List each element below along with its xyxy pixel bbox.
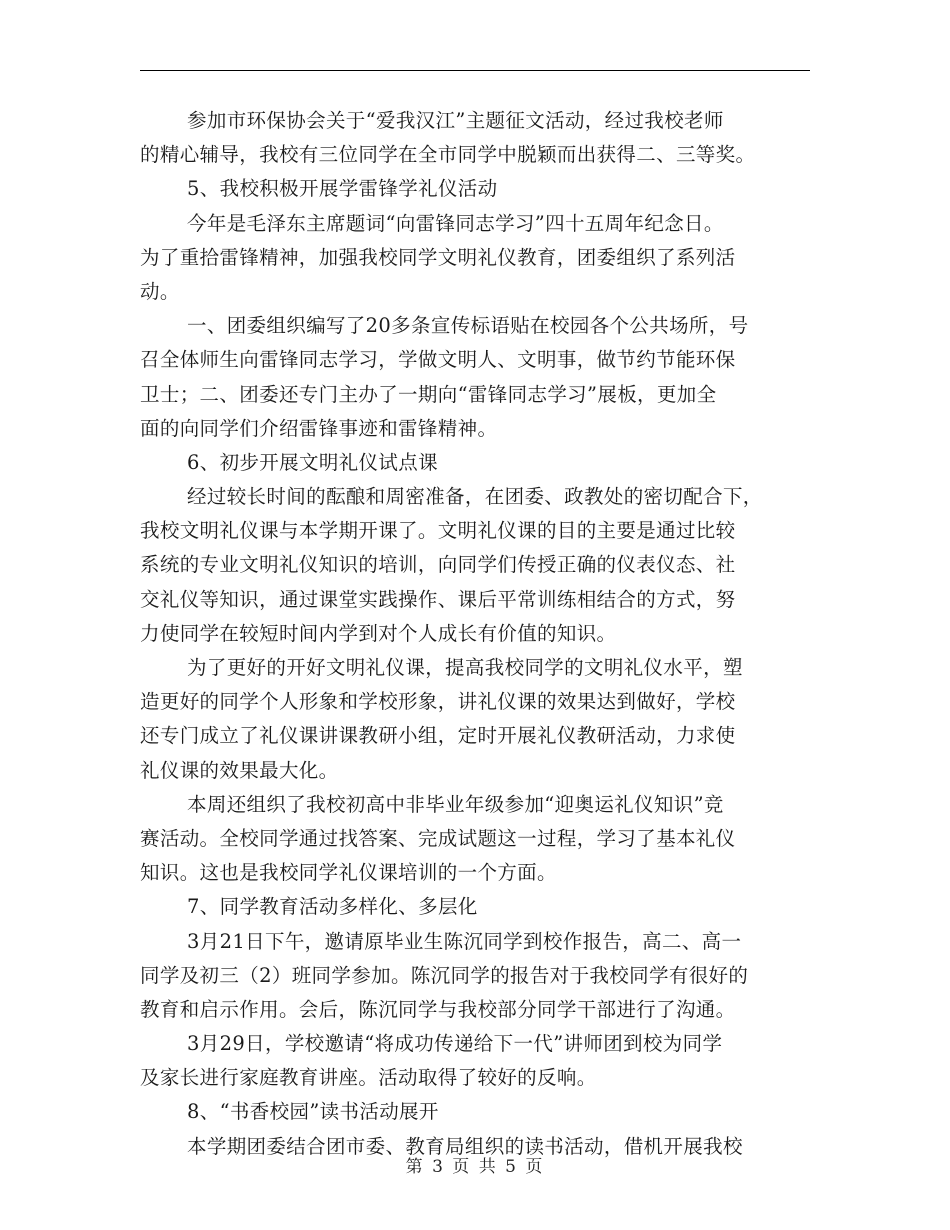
text-line: 知识。这也是我校同学礼仪课培训的一个方面。 — [140, 861, 557, 885]
text-line: 8、“书香校园”读书活动展开 — [187, 1100, 439, 1124]
text-line: 同学及初三（2）班同学参加。陈沉同学的报告对于我校同学有很好的 — [140, 963, 749, 987]
text-line: 交礼仪等知识，通过课堂实践操作、课后平常训练相结合的方式，努 — [140, 587, 736, 611]
text-line: 及家长进行家庭教育讲座。活动取得了较好的反响。 — [140, 1066, 597, 1090]
text-line: 造更好的同学个人形象和学校形象，讲礼仪课的效果达到做好，学校 — [140, 690, 736, 714]
page-footer: 第 3 页 共 5 页 — [405, 1157, 545, 1177]
text-line: 卫士；二、团委还专门主办了一期向“雷锋同志学习”展板，更加全 — [140, 382, 717, 406]
text-line: 动。 — [140, 279, 180, 303]
header-rule — [140, 70, 810, 71]
text-line: 礼仪课的效果最大化。 — [140, 758, 339, 782]
body-text — [140, 104, 812, 1164]
text-line: 3月21日下午，邀请原毕业生陈沉同学到校作报告，高二、高一 — [187, 929, 742, 953]
text-line: 为了重拾雷锋精神，加强我校同学文明礼仪教育，团委组织了系列活 — [140, 245, 736, 269]
text-line: 的精心辅导，我校有三位同学在全市同学中脱颖而出获得二、三等奖。 — [140, 143, 756, 167]
text-line: 为了更好的开好文明礼仪课，提高我校同学的文明礼仪水平，塑 — [187, 656, 743, 679]
text-line: 力使同学在较短时间内学到对个人成长有价值的知识。 — [140, 621, 617, 645]
text-line: 赛活动。全校同学通过找答案、完成试题这一过程，学习了基本礼仪 — [140, 826, 736, 850]
text-line: 参加市环保协会关于“爱我汉江”主题征文活动，经过我校老师 — [187, 109, 724, 132]
text-line: 系统的专业文明礼仪知识的培训，向同学们传授正确的仪表仪态、社 — [140, 553, 736, 577]
text-line: 本学期团委结合团市委、教育局组织的读书活动，借机开展我校 — [187, 1134, 743, 1158]
text-line: 今年是毛泽东主席题词“向雷锋同志学习”四十五周年纪念日。 — [187, 211, 724, 235]
text-line: 一、团委组织编写了20多条宣传标语贴在校园各个公共场所，号 — [187, 314, 749, 338]
text-line: 7、同学教育活动多样化、多层化 — [187, 895, 478, 919]
text-line: 教育和启示作用。会后，陈沉同学与我校部分同学干部进行了沟通。 — [140, 997, 736, 1021]
text-line: 我校文明礼仪课与本学期开课了。文明礼仪课的目的主要是通过比较 — [140, 519, 736, 543]
text-line: 召全体师生向雷锋同志学习，学做文明人、文明事，做节约节能环保 — [140, 348, 736, 372]
text-line: 6、初步开展文明礼仪试点课 — [187, 450, 438, 474]
text-line: 3月29日，学校邀请“将成功传递给下一代”讲师团到校为同学 — [187, 1032, 723, 1056]
text-line: 5、我校积极开展学雷锋学礼仪活动 — [187, 177, 498, 201]
text-line: 面的向同学们介绍雷锋事迹和雷锋精神。 — [140, 416, 498, 440]
text-line: 本周还组织了我校初高中非毕业年级参加“迎奥运礼仪知识”竞 — [187, 792, 724, 816]
text-line: 还专门成立了礼仪课讲课教研小组，定时开展礼仪教研活动，力求使 — [140, 724, 736, 748]
text-line: 经过较长时间的酝酿和周密准备，在团委、政教处的密切配合下， — [187, 485, 763, 509]
